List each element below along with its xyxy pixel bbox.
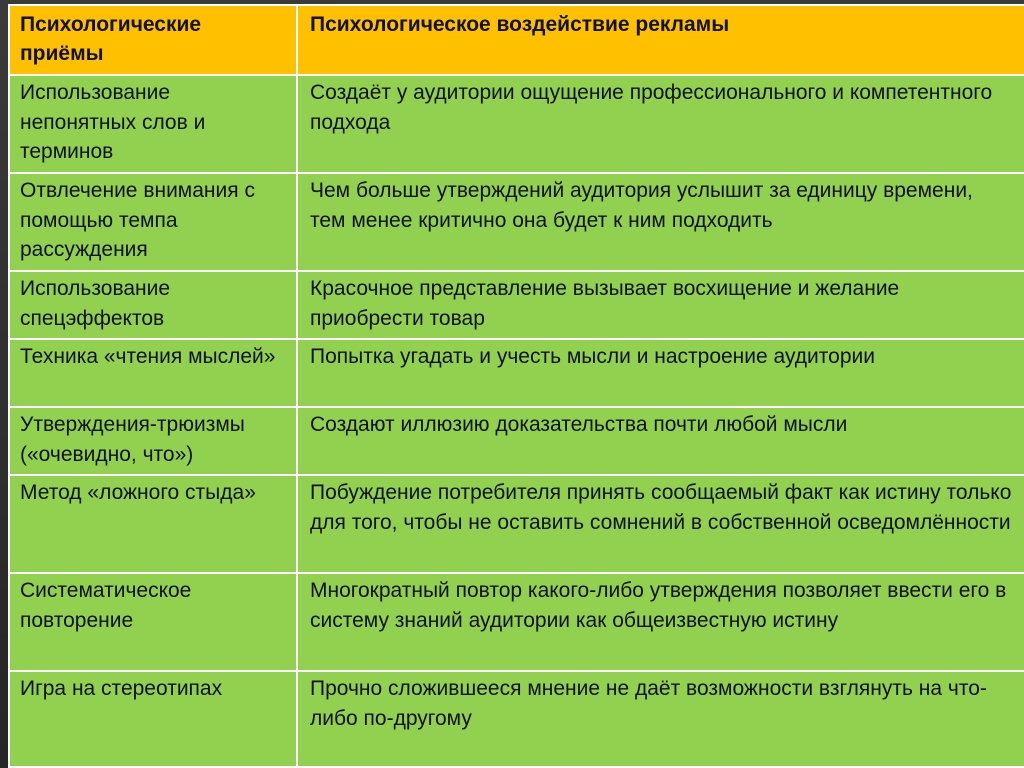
table-row	[9, 339, 1024, 407]
techniques-table	[8, 4, 1024, 768]
technique-cell: Игра на стереотипах	[9, 671, 297, 767]
table-row	[9, 573, 1024, 671]
effect-cell: Создают иллюзию доказательства почти любой мысли	[297, 407, 1024, 475]
technique-cell: Метод «ложного стыда»	[9, 475, 297, 573]
effect-cell: Создаёт у аудитории ощущение профессионального и компетентного подхода	[297, 75, 1024, 173]
table-header-row	[9, 5, 1024, 75]
effect-cell: Чем больше утверждений аудитория услышит за единицу времени, тем менее критично она будет к ним подходить	[297, 173, 1024, 271]
header-effect: Психологическое воздействие рекламы	[297, 5, 1024, 75]
effect-cell: Многократный повтор какого-либо утверждения позволяет ввести его в систему знаний аудитории как общеизвестную истину	[297, 573, 1024, 671]
technique-cell: Отвлечение внимания с помощью темпа рассуждения	[9, 173, 297, 271]
table-row	[9, 407, 1024, 475]
technique-cell: Использование спецэффектов	[9, 271, 297, 339]
table-row	[9, 671, 1024, 767]
effect-cell: Попытка угадать и учесть мысли и настроение аудитории	[297, 339, 1024, 407]
effect-cell: Прочно сложившееся мнение не даёт возможности взглянуть на что-либо по-другому	[297, 671, 1024, 767]
technique-cell: Использование непонятных слов и терминов	[9, 75, 297, 173]
table-row	[9, 475, 1024, 573]
table-row	[9, 271, 1024, 339]
technique-cell: Утверждения-трюизмы («очевидно, что»)	[9, 407, 297, 475]
table-row	[9, 173, 1024, 271]
technique-cell: Техника «чтения мыслей»	[9, 339, 297, 407]
effect-cell: Побуждение потребителя принять сообщаемый факт как истину только для того, чтобы не оставить сомнений в собственной осведомлённости	[297, 475, 1024, 573]
table-row	[9, 75, 1024, 173]
effect-cell: Красочное представление вызывает восхищение и желание приобрести товар	[297, 271, 1024, 339]
header-techniques: Психологические приёмы	[9, 5, 297, 75]
technique-cell: Систематическое повторение	[9, 573, 297, 671]
